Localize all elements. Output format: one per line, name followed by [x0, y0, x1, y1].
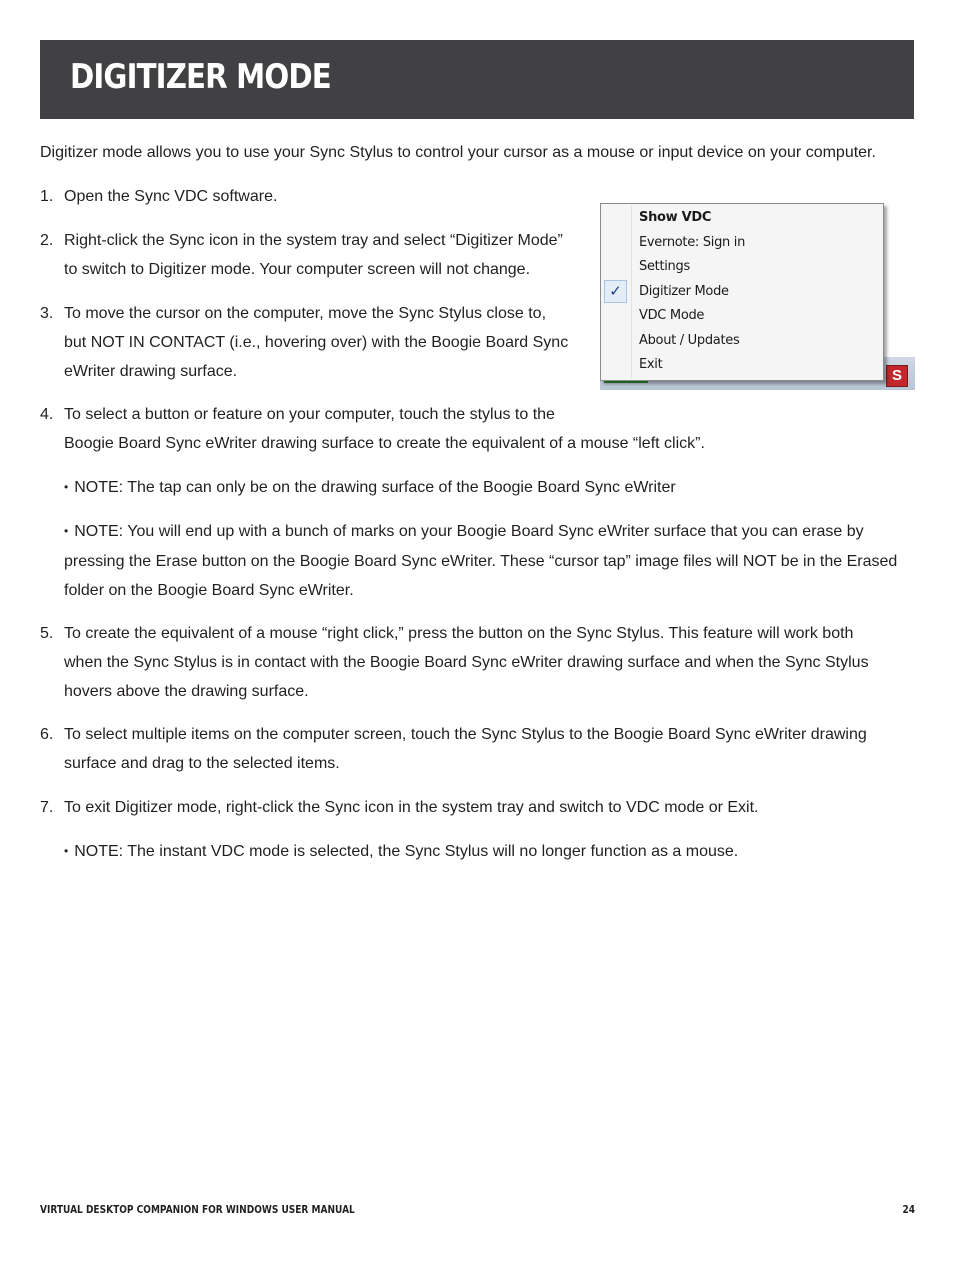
page-title: DIGITIZER MODE	[70, 57, 331, 97]
step-line: eWriter drawing surface.	[64, 363, 238, 380]
note-line: folder on the Boogie Board Sync eWriter.	[64, 582, 354, 599]
step-line: but NOT IN CONTACT (i.e., hovering over) with the Boogie Board Sync	[64, 334, 569, 351]
step-line: to switch to Digitizer mode. Your computer screen will not change.	[64, 261, 531, 278]
step-line: To move the cursor on the computer, move the Sync Stylus close to,	[64, 305, 547, 322]
step-line: hovers above the drawing surface.	[64, 683, 309, 700]
step-line: To exit Digitizer mode, right-click the Sync icon in the system tray and switch to VDC mode or Exit.	[64, 799, 759, 816]
menu-item-settings[interactable]: Settings	[639, 259, 690, 274]
note-1	[64, 473, 676, 503]
bullet-icon: •	[64, 844, 69, 858]
step-text	[64, 182, 277, 211]
menu-item-digitizer-mode[interactable]: Digitizer Mode	[639, 284, 729, 299]
menu-item-show-vdc[interactable]: Show VDC	[639, 210, 712, 225]
step-line: Right-click the Sync icon in the system tray and select “Digitizer Mode”	[64, 232, 563, 249]
step-number: 5.	[40, 625, 54, 642]
step-line: Open the Sync VDC software.	[64, 188, 278, 205]
note-2	[64, 517, 897, 605]
step-text	[64, 226, 563, 284]
sync-tray-icon[interactable]: S	[886, 365, 908, 387]
tray-context-menu	[600, 203, 884, 381]
step-text	[64, 299, 568, 386]
step-number: 1.	[40, 188, 54, 205]
step-line: To select multiple items on the computer screen, touch the Sync Stylus to the Boogie Board Sync eWriter drawing	[64, 726, 867, 743]
step-text	[64, 619, 869, 706]
intro-paragraph: Digitizer mode allows you to use your Sync Stylus to control your cursor as a mouse or input device on your computer.	[40, 144, 876, 161]
step-text	[64, 793, 758, 822]
note-line: pressing the Erase button on the Boogie Board Sync eWriter. These “cursor tap” image files will NOT be in the Erased	[64, 553, 898, 570]
menu-item-about-updates[interactable]: About / Updates	[639, 333, 740, 348]
step-number: 3.	[40, 305, 54, 322]
step-number: 7.	[40, 799, 54, 816]
step-number: 4.	[40, 406, 54, 423]
footer-title: VIRTUAL DESKTOP COMPANION FOR WINDOWS USER MANUAL	[40, 1203, 355, 1216]
context-menu-screenshot	[600, 203, 915, 390]
step-line: To create the equivalent of a mouse “right click,” press the button on the Sync Stylus. This feature will work both	[64, 625, 854, 642]
step-line: Boogie Board Sync eWriter drawing surface to create the equivalent of a mouse “left click”.	[64, 435, 705, 452]
step-number: 6.	[40, 726, 54, 743]
menu-gutter	[631, 206, 632, 378]
note-line: NOTE: You will end up with a bunch of marks on your Boogie Board Sync eWriter surface that you can erase by	[74, 523, 864, 540]
check-icon: ✓	[604, 280, 627, 303]
step-text	[64, 720, 867, 778]
menu-item-vdc-mode[interactable]: VDC Mode	[639, 308, 705, 323]
step-text	[64, 400, 705, 458]
note-3	[64, 837, 738, 867]
menu-item-exit[interactable]: Exit	[639, 357, 663, 372]
menu-item-evernote-sign-in[interactable]: Evernote: Sign in	[639, 235, 746, 250]
page-title-bar	[40, 40, 914, 119]
bullet-icon: •	[64, 480, 69, 494]
step-number: 2.	[40, 232, 54, 249]
note-line: NOTE: The instant VDC mode is selected, the Sync Stylus will no longer function as a mouse.	[74, 843, 739, 860]
page-number: 24	[902, 1203, 916, 1216]
step-line: when the Sync Stylus is in contact with the Boogie Board Sync eWriter drawing surface and when the Sync Stylus	[64, 654, 869, 671]
bullet-icon: •	[64, 524, 69, 538]
step-line: To select a button or feature on your computer, touch the stylus to the	[64, 406, 555, 423]
step-line: surface and drag to the selected items.	[64, 755, 340, 772]
note-line: NOTE: The tap can only be on the drawing surface of the Boogie Board Sync eWriter	[74, 479, 676, 496]
